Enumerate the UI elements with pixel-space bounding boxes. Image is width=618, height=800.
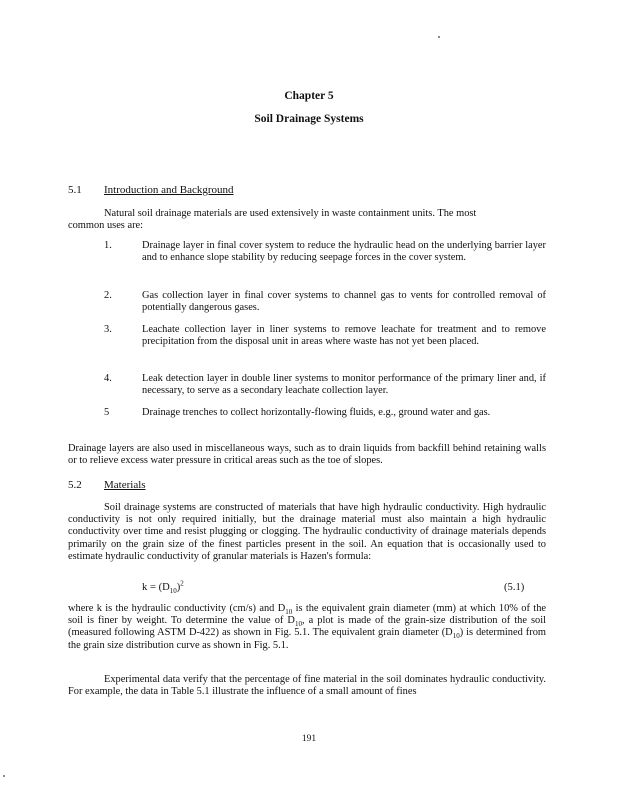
para2-subscript-1: 10 <box>285 608 293 617</box>
equation-rhs: ) <box>176 582 181 593</box>
section-2-title: Materials <box>104 479 146 491</box>
chapter-title: Soil Drainage Systems <box>254 113 364 125</box>
section-2-number: 5.2 <box>68 479 82 491</box>
list-item-2-text: Gas collection layer in final cover systems to channel gas to vents for controlled removal of potentially dangerous gases. <box>142 290 546 314</box>
list-item-4-number: 4. <box>104 373 112 384</box>
chapter-label: Chapter 5 <box>284 90 334 102</box>
scan-speck <box>3 775 5 777</box>
section-1-title: Introduction and Background <box>104 184 234 196</box>
para2-text-b: is the equivalent grain diameter (mm) at which 10% of the soil is finer by weight. To determine the value of D <box>68 603 547 627</box>
list-item-2-number: 2. <box>104 290 112 301</box>
para2-text-d: ) is determined from the grain size distribution curve as shown in Fig. 5.1. <box>68 627 547 651</box>
equation-subscript: 10 <box>169 587 177 596</box>
equation-number: (5.1) <box>504 582 525 593</box>
equation-superscript: 2 <box>180 579 184 588</box>
para2-subscript-2: 10 <box>294 620 302 629</box>
list-item-5-text: Drainage trenches to collect horizontally-flowing fluids, e.g., ground water and gas. <box>142 407 491 418</box>
intro-line-2: common uses are: <box>68 220 144 231</box>
section-1-closing: Drainage layers are also used in miscellaneous ways, such as to drain liquids from backfill behind retaining walls or to relieve excess water pressure in critical areas such as the toe of slopes. <box>68 443 546 467</box>
materials-paragraph-3: Experimental data verify that the percentage of fine material in the soil dominates hydraulic conductivity. For example, the data in Table 5.1 illustrate the influence of a small amount of fines <box>68 674 546 698</box>
list-item-1-text: Drainage layer in final cover system to reduce the hydraulic head on the underlying barrier layer and to enhance slope stability by reducing seepage forces in the cover system. <box>142 240 546 264</box>
materials-paragraph-2 <box>68 603 546 652</box>
page-number: 191 <box>301 734 317 744</box>
list-item-4-text: Leak detection layer in double liner systems to monitor performance of the primary liner and, if necessary, to serve as a secondary leachate collection layer. <box>142 373 546 397</box>
list-item-5-number: 5 <box>104 407 110 418</box>
para2-subscript-3: 10 <box>452 632 460 641</box>
equation-lhs: k = (D <box>142 582 170 593</box>
materials-paragraph-1: Soil drainage systems are constructed of materials that have high hydraulic conductivity. High hydraulic conductivity is not only required initially, but the drainage material must also maintain a high hydraulic conductivity over time and resist plugging or clogging. The hydraulic conductivity of drainage materials depends primarily on the grain size of the finest particles present in the soil. An equation that is occasionally used to estimate hydraulic conductivity of granular materials is Hazen's formula: <box>68 502 546 562</box>
section-1-number: 5.1 <box>68 184 82 196</box>
para2-text-c: , a plot is made of the grain-size distribution of the soil (measured following ASTM D-422) as shown in Fig. 5.1. The equivalent grain diameter (D <box>68 615 546 639</box>
list-item-3-number: 3. <box>104 324 112 335</box>
list-item-3-text: Leachate collection layer in liner systems to remove leachate for treatment and to remove precipitation from the disposal unit in areas where waste has not yet been placed. <box>142 324 546 348</box>
hazen-equation <box>142 579 184 596</box>
list-item-1-number: 1. <box>104 240 112 251</box>
intro-line-1: Natural soil drainage materials are used extensively in waste containment units. The most <box>104 208 477 219</box>
para2-text-a: where k is the hydraulic conductivity (cm/s) and D <box>68 603 286 614</box>
scan-speck <box>438 36 440 38</box>
